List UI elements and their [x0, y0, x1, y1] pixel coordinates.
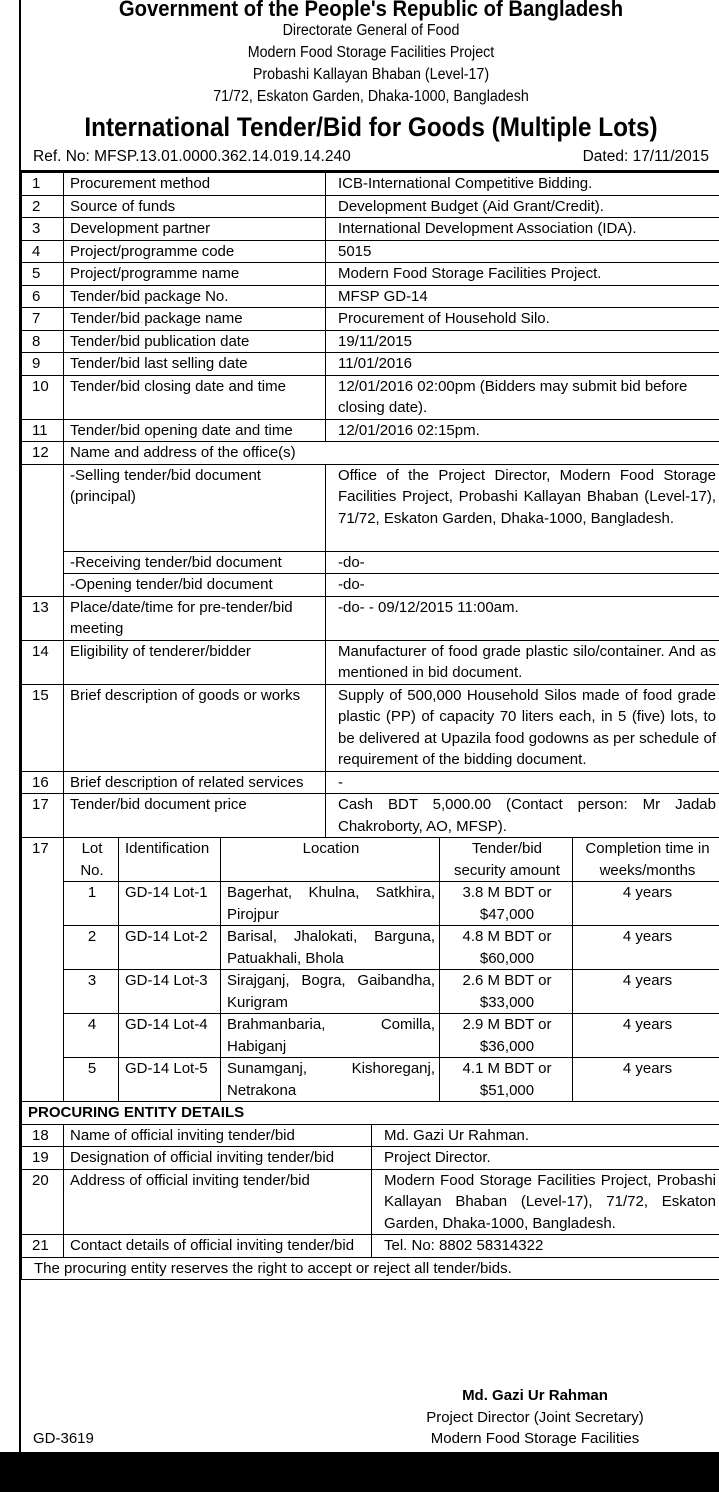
lot-number: 5: [64, 1058, 119, 1102]
row-label: Tender/bid publication date: [64, 330, 326, 353]
table-row: [22, 353, 719, 376]
row-label: Source of funds: [64, 195, 326, 218]
details-table: [21, 172, 719, 838]
row-value: Office of the Project Director, Modern Food Storage Facilities Project, Probashi Kallayan Bhaban (Level-17), 71/72, Eskaton Garden, Dhaka-1000, Bangladesh.: [326, 464, 719, 551]
row-value: 5015: [326, 240, 719, 263]
table-row: [22, 419, 719, 442]
table-row: [22, 640, 719, 684]
lot-row: [22, 970, 719, 1014]
row-value: 11/01/2016: [326, 353, 719, 376]
row-value: Tel. No: 8802 58314322: [372, 1235, 719, 1258]
lots-table: [21, 837, 719, 1102]
table-row: [22, 442, 719, 465]
table-row: [22, 218, 719, 241]
lot-number: 4: [64, 1014, 119, 1058]
reserve-note: The procuring entity reserves the right to accept or reject all tender/bids.: [22, 1257, 719, 1280]
lot-row: [22, 882, 719, 926]
row-value: -do-: [326, 551, 719, 574]
row-value: Development Budget (Aid Grant/Credit).: [326, 195, 719, 218]
row-number: 7: [22, 308, 64, 331]
row-number: 2: [22, 195, 64, 218]
table-row: [22, 794, 719, 838]
row-label: Project/programme code: [64, 240, 326, 263]
table-row: [22, 596, 719, 640]
row-number: 16: [22, 771, 64, 794]
row-label: Tender/bid last selling date: [64, 353, 326, 376]
row-label: Project/programme name: [64, 263, 326, 286]
left-margin: [0, 0, 19, 1452]
lot-number: 1: [64, 882, 119, 926]
lot-header: Lot No.: [64, 838, 119, 882]
row-value: Procurement of Household Silo.: [326, 308, 719, 331]
tender-notice: [19, 0, 719, 1452]
ref-number: Ref. No: MFSP.13.01.0000.362.14.019.14.240: [33, 148, 351, 165]
row-number: 1: [22, 173, 64, 196]
lot-number: 2: [64, 926, 119, 970]
table-row: [22, 1169, 719, 1235]
row-label: Name and address of the office(s): [64, 442, 719, 465]
row-number: 5: [22, 263, 64, 286]
lot-location: Bagerhat, Khulna, Satkhira, Pirojpur: [221, 882, 440, 926]
lot-row: [22, 1058, 719, 1102]
procuring-heading: PROCURING ENTITY DETAILS: [22, 1102, 719, 1125]
row-value: Project Director.: [372, 1147, 719, 1170]
lot-security: 3.8 M BDT or $47,000: [440, 882, 573, 926]
row-label: -Opening tender/bid document: [64, 574, 326, 597]
row-label: -Selling tender/bid document (principal): [64, 464, 326, 551]
row-number: 18: [22, 1124, 64, 1147]
row-number: 9: [22, 353, 64, 376]
table-row: [22, 285, 719, 308]
row-value: Cash BDT 5,000.00 (Contact person: Mr Jadab Chakroborty, AO, MFSP).: [326, 794, 719, 838]
row-label: Brief description of goods or works: [64, 684, 326, 771]
row-value: International Development Association (IDA).: [326, 218, 719, 241]
table-row: [22, 1235, 719, 1258]
table-row: [22, 551, 719, 574]
table-row: [22, 375, 719, 419]
row-value: -do- - 09/12/2015 11:00am.: [326, 596, 719, 640]
lot-completion: 4 years: [573, 1058, 719, 1102]
row-label: Tender/bid document price: [64, 794, 326, 838]
signatory-org: Modern Food Storage Facilities: [430, 1430, 640, 1447]
lot-location: Brahmanbaria, Comilla, Habiganj: [221, 1014, 440, 1058]
notice-title: International Tender/Bid for Goods (Multiple Lots): [84, 112, 658, 142]
directorate: Directorate General of Food: [282, 22, 460, 39]
table-row: [22, 240, 719, 263]
row-label: Tender/bid closing date and time: [64, 375, 326, 419]
row-value: -do-: [326, 574, 719, 597]
table-row: [22, 263, 719, 286]
address: 71/72, Eskaton Garden, Dhaka-1000, Bangladesh: [213, 88, 529, 105]
row-value: Supply of 500,000 Household Silos made of food grade plastic (PP) of capacity 70 liters each, in 5 (five) lots, to be delivered at Upazila food godowns as per schedule of requirement of the bidding document.: [326, 684, 719, 771]
row-value: Manufacturer of food grade plastic silo/container. And as mentioned in bid document.: [326, 640, 719, 684]
row-number: 11: [22, 419, 64, 442]
lot-location: Sirajganj, Bogra, Gaibandha, Kurigram: [221, 970, 440, 1014]
table-row: [22, 330, 719, 353]
row-label: Address of official inviting tender/bid: [64, 1169, 372, 1235]
row-number: 8: [22, 330, 64, 353]
lot-completion: 4 years: [573, 970, 719, 1014]
lot-completion: 4 years: [573, 926, 719, 970]
table-row: [22, 464, 719, 551]
table-row: [22, 1124, 719, 1147]
lot-identification: GD-14 Lot-3: [119, 970, 221, 1014]
row-label: Eligibility of tenderer/bidder: [64, 640, 326, 684]
table-row: [22, 1257, 719, 1280]
row-value: MFSP GD-14: [326, 285, 719, 308]
row-number: 14: [22, 640, 64, 684]
building: Probashi Kallayan Bhaban (Level-17): [252, 66, 490, 83]
lot-security: 2.9 M BDT or $36,000: [440, 1014, 573, 1058]
row-label: Procurement method: [64, 173, 326, 196]
row-label: Tender/bid package name: [64, 308, 326, 331]
table-row: [22, 771, 719, 794]
lot-completion: 4 years: [573, 882, 719, 926]
table-row: [22, 1102, 719, 1125]
row-number: 17: [22, 794, 64, 838]
table-row: [22, 1147, 719, 1170]
row-label: Designation of official inviting tender/bid: [64, 1147, 372, 1170]
row-value: ICB-International Competitive Bidding.: [326, 173, 719, 196]
security-header: Tender/bid security amount: [440, 838, 573, 882]
reference-line: [21, 144, 719, 172]
lot-row: [22, 926, 719, 970]
row-label: Tender/bid opening date and time: [64, 419, 326, 442]
government-title: Government of the People's Republic of Bangladesh: [118, 0, 624, 21]
lot-identification: GD-14 Lot-2: [119, 926, 221, 970]
row-value: Modern Food Storage Facilities Project.: [326, 263, 719, 286]
row-value: 12/01/2016 02:00pm (Bidders may submit bid before closing date).: [326, 375, 719, 419]
row-label: Brief description of related services: [64, 771, 326, 794]
lot-identification: GD-14 Lot-1: [119, 882, 221, 926]
lot-identification: GD-14 Lot-5: [119, 1058, 221, 1102]
row-value: 12/01/2016 02:15pm.: [326, 419, 719, 442]
table-row: [22, 195, 719, 218]
row-value: 19/11/2015: [326, 330, 719, 353]
row-label: Name of official inviting tender/bid: [64, 1124, 372, 1147]
lot-row: [22, 1014, 719, 1058]
table-row: [22, 173, 719, 196]
lots-header-row: [22, 838, 719, 882]
row-number: 21: [22, 1235, 64, 1258]
table-row: [22, 574, 719, 597]
lot-location: Barisal, Jhalokati, Barguna, Patuakhali, Bhola: [221, 926, 440, 970]
table-row: [22, 684, 719, 771]
row-number: 20: [22, 1169, 64, 1235]
row-label: -Receiving tender/bid document: [64, 551, 326, 574]
procuring-table: [21, 1101, 719, 1280]
row-value: Md. Gazi Ur Rahman.: [372, 1124, 719, 1147]
row-label: Contact details of official inviting tender/bid: [64, 1235, 372, 1258]
row-number: 17: [22, 838, 64, 1102]
row-label: Place/date/time for pre-tender/bid meeting: [64, 596, 326, 640]
row-number: 12: [22, 442, 64, 465]
lot-identification: GD-14 Lot-4: [119, 1014, 221, 1058]
row-number: 19: [22, 1147, 64, 1170]
signatory-name: Md. Gazi Ur Rahman: [462, 1387, 608, 1404]
header: [21, 0, 719, 144]
row-value: Modern Food Storage Facilities Project, Probashi Kallayan Bhaban (Level-17), 71/72, Eskaton Garden, Dhaka-1000, Bangladesh.: [372, 1169, 719, 1235]
lot-security: 2.6 M BDT or $33,000: [440, 970, 573, 1014]
row-label: Tender/bid package No.: [64, 285, 326, 308]
row-number: 15: [22, 684, 64, 771]
lot-security: 4.1 M BDT or $51,000: [440, 1058, 573, 1102]
row-number: 10: [22, 375, 64, 419]
location-header: Location: [221, 838, 440, 882]
dated: Dated: 17/11/2015: [582, 148, 709, 165]
notice-code: GD-3619: [33, 1430, 94, 1447]
table-row: [22, 308, 719, 331]
project-name: Modern Food Storage Facilities Project: [247, 44, 495, 61]
row-number: 4: [22, 240, 64, 263]
signatory-designation: Project Director (Joint Secretary): [426, 1408, 644, 1426]
row-label: Development partner: [64, 218, 326, 241]
row-number: 13: [22, 596, 64, 640]
row-number: 3: [22, 218, 64, 241]
lot-number: 3: [64, 970, 119, 1014]
row-number: 6: [22, 285, 64, 308]
bottom-bar: [0, 1452, 719, 1492]
row-value: -: [326, 771, 719, 794]
lot-location: Sunamganj, Kishoreganj, Netrakona: [221, 1058, 440, 1102]
completion-header: Completion time in weeks/months: [573, 838, 719, 882]
lot-security: 4.8 M BDT or $60,000: [440, 926, 573, 970]
lot-completion: 4 years: [573, 1014, 719, 1058]
identification-header: Identification: [119, 838, 221, 882]
